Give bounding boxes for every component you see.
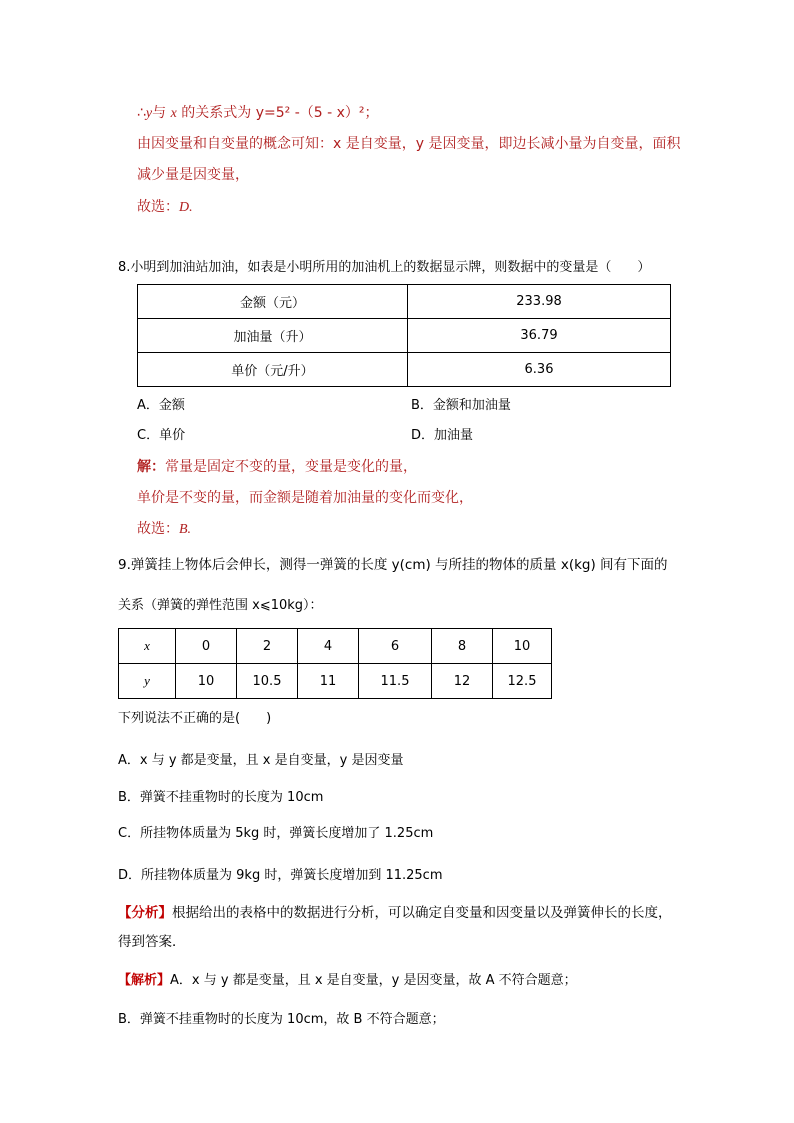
table-cell: 12.5: [493, 664, 552, 699]
prev-solution-line2: 由因变量和自变量的概念可知：x 是自变量，y 是因变量，即边长减小量为自变量，面积: [137, 136, 681, 152]
q9-analysis-line1: [118, 903, 672, 923]
q9-solution-line1: [118, 971, 577, 991]
table-cell: 12: [432, 664, 493, 699]
analysis-text: 根据给出的表格中的数据进行分析，可以确定自变量和因变量以及弹簧伸长的长度，: [172, 905, 672, 921]
table-cell: 10: [493, 629, 552, 664]
table-cell: 233.98: [408, 285, 671, 319]
var-y: y: [145, 106, 153, 121]
table-header-x: x: [119, 629, 176, 664]
table-cell: 6.36: [408, 353, 671, 387]
table-cell: 36.79: [408, 319, 671, 353]
text: 的关系式为: [176, 105, 256, 121]
solution-text: A．x 与 y 都是变量，且 x 是自变量，y 是因变量，故 A 不符合题意；: [170, 973, 577, 988]
q8-option-c: C．单价: [137, 428, 186, 443]
q8-option-b: B．金额和加油量: [411, 398, 511, 413]
table-row: [119, 664, 552, 699]
solution-label: 【解析】: [118, 973, 171, 988]
table-cell: 6: [359, 629, 432, 664]
table-cell: 11.5: [359, 664, 432, 699]
q9-table: [118, 628, 552, 699]
q9-option-a: A．x 与 y 都是变量，且 x 是自变量，y 是因变量: [118, 753, 404, 768]
table-cell: 8: [432, 629, 493, 664]
prev-solution-line1: [137, 103, 379, 124]
table-cell: 0: [176, 629, 237, 664]
q9-stem-line2: 关系（弹簧的弹性范围 x⩽10kg）：: [118, 598, 323, 613]
table-cell: 金额（元）: [138, 285, 408, 319]
q9-analysis-line2: 得到答案．: [118, 934, 186, 950]
q9-question: 下列说法不正确的是( ): [118, 711, 272, 726]
q8-stem: 8.小明到加油站加油，如表是小明所用的加油机上的数据显示牌，则数据中的变量是（ ）: [118, 260, 651, 275]
table-header-y: y: [119, 664, 176, 699]
prev-solution-line3: 减少量是因变量，: [137, 167, 249, 183]
answer-value: D.: [179, 200, 193, 215]
q9-option-c: C．所挂物体质量为 5kg 时，弹簧长度增加了 1.25cm: [118, 826, 434, 841]
therefore-symbol: ∴: [137, 105, 146, 121]
table-row: [138, 285, 671, 319]
q9-solution-line2: B．弹簧不挂重物时的长度为 10cm，故 B 不符合题意；: [118, 1012, 445, 1027]
q9-option-d: D．所挂物体质量为 9kg 时，弹簧长度增加到 11.25cm: [118, 868, 443, 883]
q9-option-b: B．弹簧不挂重物时的长度为 10cm: [118, 790, 324, 805]
answer-value: B.: [179, 522, 192, 537]
table-row: [138, 353, 671, 387]
answer-label: 故选：: [137, 199, 179, 215]
table-cell: 加油量（升）: [138, 319, 408, 353]
equation: y=5² -（5 - x）²；: [255, 105, 379, 121]
analysis-label: 【分析】: [118, 905, 172, 921]
table-cell: 11: [298, 664, 359, 699]
q8-option-a: A．金额: [137, 398, 185, 413]
q8-solution-line1: [137, 457, 417, 477]
table-cell: 2: [237, 629, 298, 664]
table-cell: 10: [176, 664, 237, 699]
var-x: x: [170, 106, 177, 121]
table-row: [119, 629, 552, 664]
q8-solution-line2: 单价是不变的量，而金额是随着加油量的变化而变化，: [137, 490, 473, 506]
table-cell: 4: [298, 629, 359, 664]
table-row: [138, 319, 671, 353]
answer-label: 故选：: [137, 521, 179, 537]
q8-option-d: D．加油量: [411, 428, 474, 443]
q8-solution-answer: [137, 519, 191, 540]
prev-solution-answer: [137, 197, 193, 218]
solution-label: 解：: [137, 459, 165, 475]
table-cell: 10.5: [237, 664, 298, 699]
table-cell: 单价（元/升）: [138, 353, 408, 387]
solution-text: 常量是固定不变的量，变量是变化的量，: [165, 459, 417, 475]
text: 与: [152, 105, 171, 121]
q8-table: [137, 284, 671, 387]
q9-stem-line1: 9.弹簧挂上物体后会伸长，测得一弹簧的长度 y(cm) 与所挂的物体的质量 x(kg) 间有下面的: [118, 557, 668, 573]
